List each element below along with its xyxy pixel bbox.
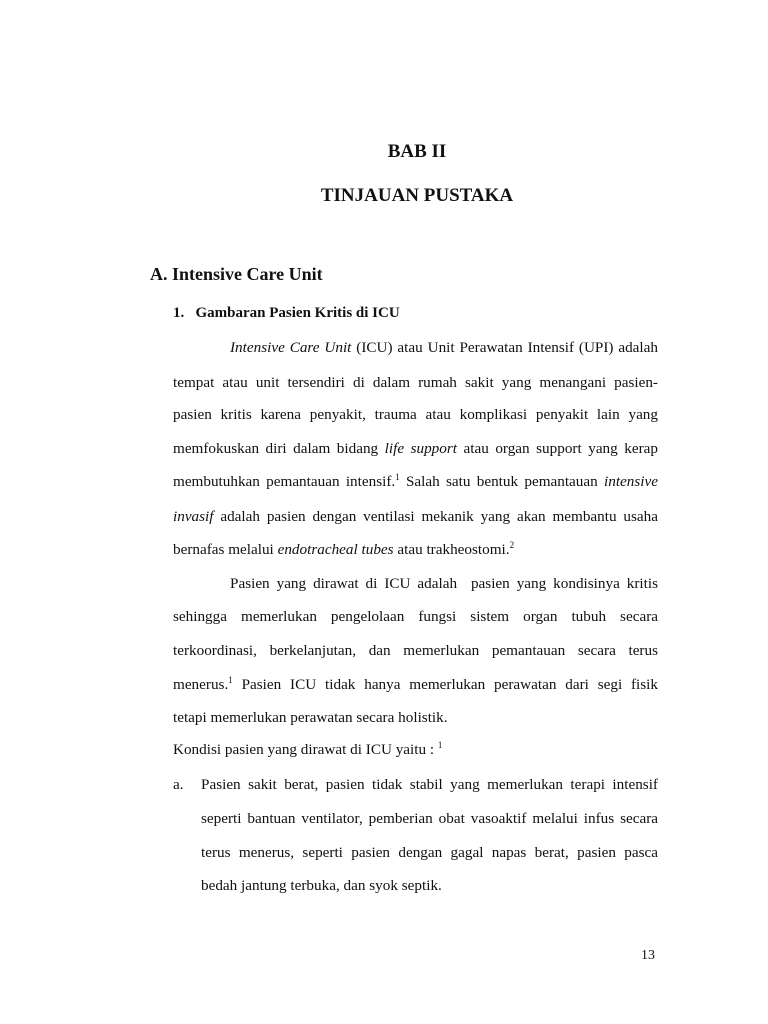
- para2-line-5: tetapi memerlukan perawatan secara holistik.: [173, 709, 448, 726]
- para1-line-2: tempat atau unit tersendiri di dalam rumah sakit yang menangani pasien-: [173, 374, 658, 391]
- subsection-heading-1: 1. Gambaran Pasien Kritis di ICU: [173, 305, 400, 321]
- para2-line-1: Pasien yang dirawat di ICU adalah pasien yang kondisinya kritis: [230, 575, 658, 592]
- italic-term-icu: Intensive Care Unit: [230, 339, 352, 356]
- italic-term-life-support: life support: [384, 440, 457, 457]
- section-heading-a: A. Intensive Care Unit: [150, 264, 323, 284]
- list-item-a-line-3: terus menerus, seperti pasien dengan gagal napas berat, pasien pasca: [201, 844, 658, 861]
- italic-term-invasif: invasif: [173, 508, 214, 525]
- list-item-a-line-2: seperti bantuan ventilator, pemberian obat vasoaktif melalui infus secara: [201, 810, 658, 827]
- italic-term-intensive: intensive: [604, 473, 658, 490]
- chapter-number: BAB II: [387, 141, 447, 162]
- para1-line-5: membutuhkan pemantauan intensif.$^1$ Salah satu bentuk pemantauan intensive: [173, 472, 658, 490]
- citation-superscript: 1: [228, 675, 233, 685]
- para1-line-3: pasien kritis karena penyakit, trauma atau komplikasi penyakit lain yang: [173, 406, 658, 423]
- para2-line-3: terkoordinasi, berkelanjutan, dan memerlukan pemantauan secara terus: [173, 642, 658, 659]
- para2-line-4: menerus.$^1$ Pasien ICU tidak hanya memerlukan perawatan dari segi fisik: [173, 675, 658, 693]
- citation-superscript: 2: [509, 540, 515, 550]
- list-item-a-line-4: bedah jantung terbuka, dan syok septik.: [201, 877, 442, 894]
- para1-line-1: Intensive Care Unit (ICU) atau Unit Perawatan Intensif (UPI) adalah: [230, 339, 658, 356]
- list-item-a-line-1: Pasien sakit berat, pasien tidak stabil yang memerlukan terapi intensif: [201, 776, 658, 793]
- citation-superscript: 1: [437, 740, 443, 750]
- kondisi-intro: Kondisi pasien yang dirawat di ICU yaitu : $^1$: [173, 740, 443, 758]
- para1-line-7: bernafas melalui endotracheal tubes atau trakheostomi.$^2$: [173, 540, 515, 558]
- para1-line-4: memfokuskan diri dalam bidang life support atau organ support yang kerap: [173, 440, 658, 457]
- italic-term-endotracheal: endotracheal tubes: [277, 541, 394, 558]
- para2-line-2: sehingga memerlukan pengelolaan fungsi sistem organ tubuh secara: [173, 608, 658, 625]
- para1-line-6: invasif adalah pasien dengan ventilasi mekanik yang akan membantu usaha: [173, 508, 658, 525]
- chapter-title: TINJAUAN PUSTAKA: [320, 185, 514, 206]
- page-number: 13: [641, 948, 655, 963]
- citation-superscript: 1: [395, 472, 400, 482]
- list-item-a-marker: a.: [173, 776, 184, 793]
